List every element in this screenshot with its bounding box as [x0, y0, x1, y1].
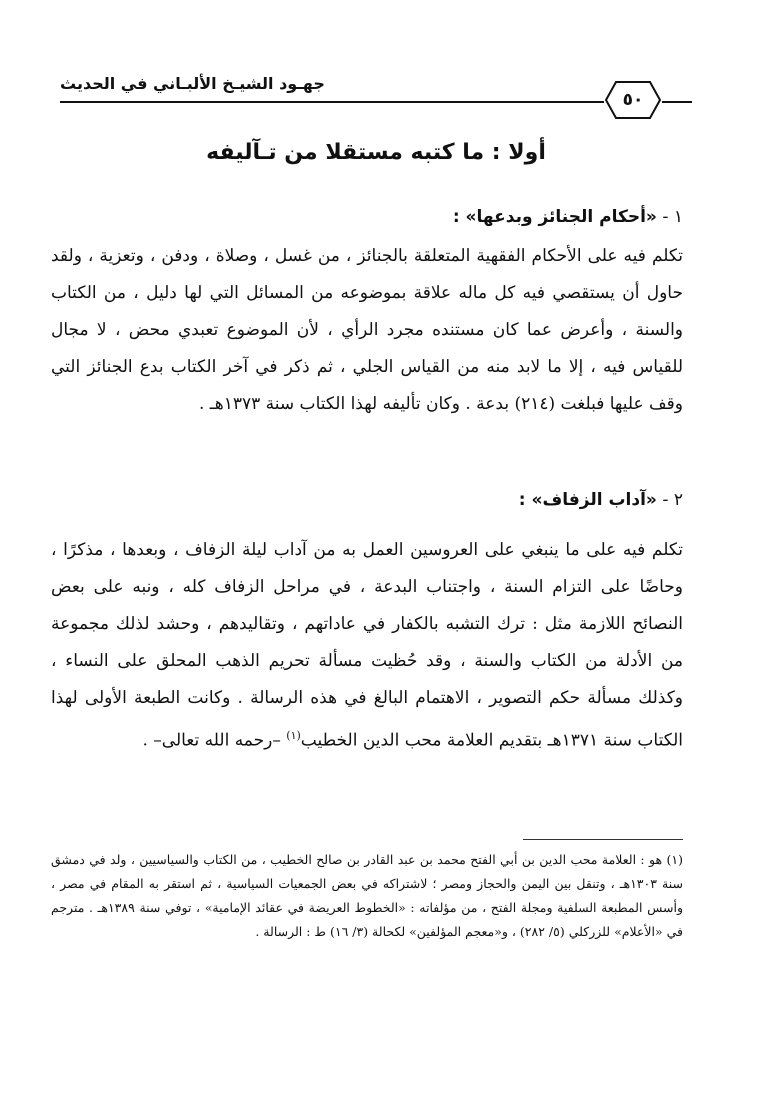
section-number: ١ - — [662, 207, 683, 227]
page-number: ٥٠ — [622, 90, 644, 110]
footnote — [51, 848, 683, 944]
running-title: جهـود الشيـخ الألبـاني في الحديث — [60, 74, 325, 93]
section-title: «أحكام الجنائز وبدعها» : — [452, 207, 657, 227]
header-rule — [60, 101, 692, 103]
footnote-reference: (١) — [286, 729, 301, 742]
footnote-text: هو : العلامة محب الدين بن أبي الفتح محمد بن عبد القادر بن صالح الخطيب ، من الكتاب والسياسيين ، ولد في دمشق سنة ١٣٠٣هـ ، وتنقل بين اليمن والحجاز ومصر ؛ لاشتراكه في بعض الجمعيات السياسية ، ثم استقر به المقام في مصر ، وأسس المطبعة السلفية ومجلة الفتح ، من مؤلفاته : «الخطوط العريضة في عقائد الإمامية» ، توفي سنة ١٣٨٩هـ . مترجم في «الأعلام» للزركلي (٥/ ٢٨٢) ، و«معجم المؤلفين» لكحالة (٣/ ١٦) ط : الرسالة . — [51, 852, 684, 939]
main-title: أولا : ما كتبه مستقلا من تـآليفه — [206, 140, 546, 165]
section-number: ٢ - — [662, 490, 683, 510]
section-heading-1 — [63, 207, 683, 227]
section-body-text: تكلم فيه على ما ينبغي على العروسين العمل به من آداب ليلة الزفاف ، وبعدها ، مذكرًا ، وحاضًا على التزام السنة ، واجتناب البدعة ، في مراحل الزفاف كله ، ونبه على بعض النصائح اللازمة مثل : ترك التشبه بالكفار في عاداتهم ، وتقاليدهم ، وحشد لذلك مجموعة من الأدلة من الكتاب والسنة ، وقد حُظيت مسألة تحريم الذهب المحلق على النساء ، وكذلك مسألة حكم التصوير ، الاهتمام البالغ في هذه الرسالة . وكانت الطبعة الأولى لهذا الكتاب سنة ١٣٧١هـ بتقديم العلامة محب الدين الخطيب — [51, 540, 683, 751]
section-heading-2 — [63, 490, 683, 510]
section-body-2 — [51, 532, 683, 760]
footnote-marker: (١) — [666, 852, 683, 867]
page-number-badge — [604, 80, 662, 120]
section-body-tail: –رحمه الله تعالى– . — [142, 730, 287, 751]
section-body-1: تكلم فيه على الأحكام الفقهية المتعلقة بالجنائز ، من غسل ، وصلاة ، ودفن ، وتعزية ، ولقد حاول أن يستقصي فيه كل ماله علاقة بموضوعه من المسائل التي لها دليل ، من الكتاب والسنة ، وأعرض عما كان مستنده مجرد الرأي ، لأن الموضوع تعبدي محض ، لا مجال للقياس فيه ، إلا ما لابد منه من القياس الجلي ، ثم ذكر في آخر الكتاب بدع الجنائز التي وقف عليها فبلغت (٢١٤) بدعة . وكان تأليفه لهذا الكتاب سنة ١٣٧٣هـ . — [51, 246, 683, 414]
section-title: «آداب الزفاف» : — [518, 490, 657, 510]
footnote-separator — [523, 839, 683, 840]
